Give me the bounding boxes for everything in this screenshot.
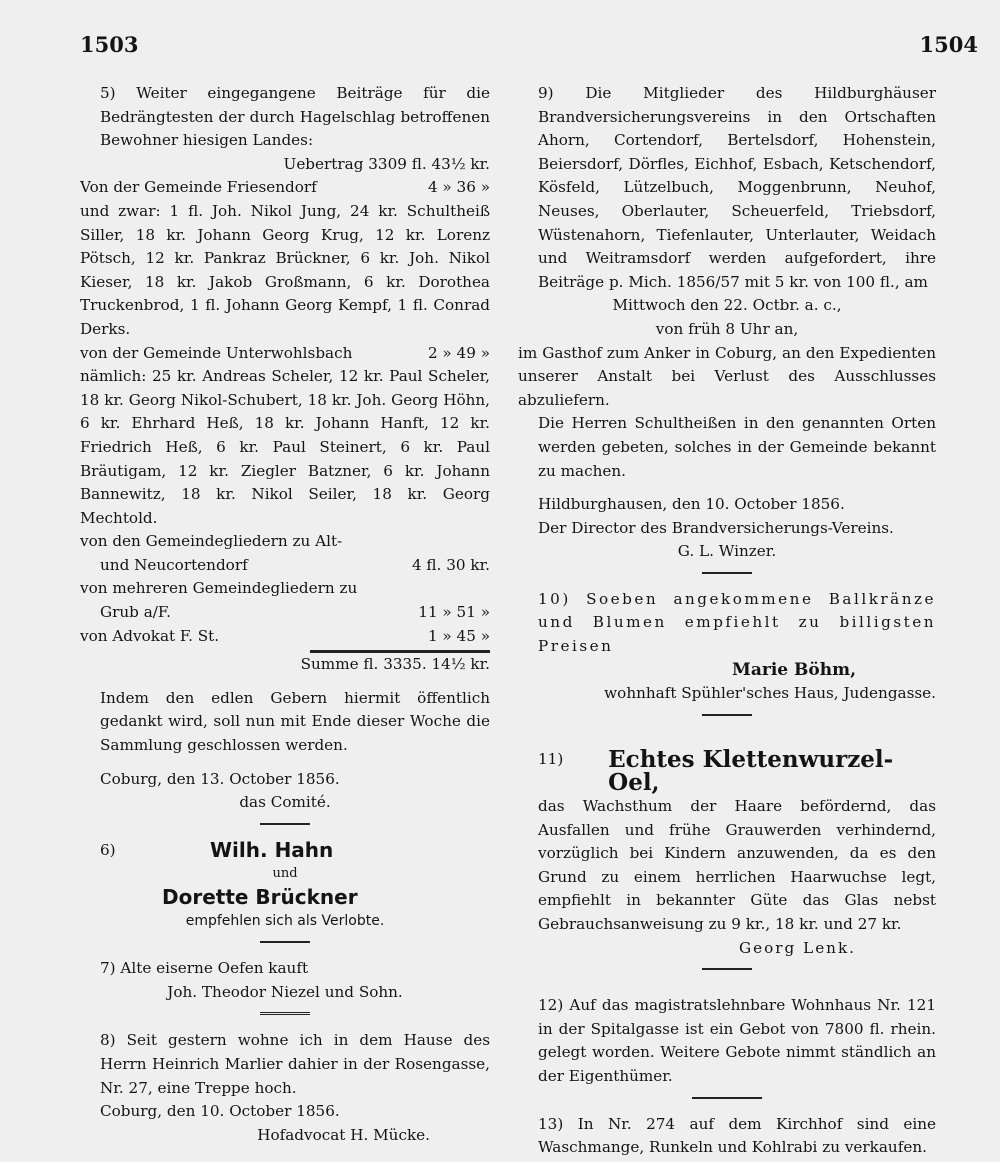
- notice-11: [518, 745, 936, 970]
- advokat-value: 1 » 45 »: [427, 626, 490, 645]
- notice-13: [518, 1113, 936, 1160]
- notice-9-request: Die Herren Schultheißen in den genannten Orten werden gebeten, solches in der Gemeinde bekannt zu machen.: [538, 414, 936, 480]
- notice-5-heading: 5) Weiter eingegangene Beiträge für die Bedrängtesten der durch Hagelschlag betroffenen Bewohner hiesigen Landes:: [100, 84, 490, 150]
- alt-neucortendorf-value: 4 fl. 30 kr.: [411, 555, 490, 574]
- separator-6: [260, 941, 310, 943]
- notice-6-name1: Wilh. Hahn: [210, 837, 334, 862]
- unterwohlsbach-value: 2 » 49 »: [427, 343, 490, 362]
- notice-8-text: 8) Seit gestern wohne ich in dem Hause des Herrn Heinrich Marlier dahier in der Rosengasse, Nr. 27, eine Treppe hoch.: [100, 1031, 490, 1097]
- separator-9: [702, 572, 752, 574]
- notice-9-signature: G. L. Winzer.: [677, 542, 777, 561]
- grub-line1: von mehreren Gemeindegliedern zu: [80, 579, 358, 598]
- notice-11-number: 11): [538, 749, 564, 768]
- notice-9-text: 9) Die Mitglieder des Hildburghäuser Brandversicherungsvereins in den Ortschaften Ahorn, Cortendorf, Bertelsdorf, Hohenstein, Beiersdorf, Dörfles, Eichhof, Esbach, Ketschendorf, Kösfeld, Lützelbuch, Moggenbrunn, Neuhof, Neuses, Oberlauter, Scheuerfeld, Triebsdorf, Wüstenahorn, Tiefenlauter, Unterlauter, Weidach und Weitramsdorf werden aufgefordert, ihre Beiträge p. Mich. 1856/57 mit 5 kr. von 100 fl., am: [538, 84, 936, 291]
- advokat-label: von Advokat F. St.: [80, 626, 220, 645]
- right-column: [518, 82, 936, 1160]
- page-number-left: 1503: [80, 32, 139, 57]
- unterwohlsbach-label: von der Gemeinde Unterwohlsbach: [80, 343, 353, 362]
- notice-6-number: 6): [100, 840, 116, 859]
- notice-9: [518, 82, 936, 574]
- grub-label: Grub a/F.: [100, 603, 171, 622]
- notice-8-signature: Hofadvocat H. Mücke.: [257, 1125, 430, 1144]
- notice-7-firm: Joh. Theodor Niezel und Sohn.: [167, 982, 403, 1001]
- separator-12: [692, 1097, 762, 1099]
- notice-10-text: 10) Soeben angekommene Ballkränze und Blumen empfiehlt zu billigsten Preisen: [538, 589, 936, 656]
- alt-neucortendorf-label: und Neucortendorf: [100, 555, 248, 574]
- notice-11-title-line: [518, 745, 936, 797]
- unterwohlsbach-detail: nämlich: 25 kr. Andreas Scheler, 12 kr. Paul Scheler, 18 kr. Georg Nikol-Schubert, 18 kr. Joh. Georg Höhn, 6 kr. Ehrhard Heß, 18 kr. Johann Hanft, 12 kr. Friedrich Heß, 6 kr. Paul Steinert, 6 kr. Paul Bräutigam, 12 kr. Ziegler Batzner, 6 kr. Johann Bannewitz, 18 kr. Nikol Seiler, 18 kr. Georg Mechtold.: [80, 367, 490, 527]
- summe-line: Summe fl. 3335. 14½ kr.: [300, 655, 490, 674]
- separator-7: [260, 1012, 310, 1015]
- notice-8: [80, 1029, 490, 1147]
- notice-8-date: Coburg, den 10. October 1856.: [100, 1102, 340, 1121]
- notice-10: [518, 588, 936, 716]
- uebertrag-line: Uebertrag 3309 fl. 43½ kr.: [283, 154, 490, 173]
- notice-9-when1: Mittwoch den 22. Octbr. a. c.,: [612, 296, 842, 315]
- notice-6: [80, 839, 490, 943]
- separator-11: [702, 968, 752, 970]
- alt-neucortendorf-line1: von den Gemeindegliedern zu Alt-: [80, 532, 343, 551]
- notice-11-signature: Georg Lenk.: [739, 938, 856, 957]
- thanks-text: Indem den edlen Gebern hiermit öffentlich gedankt wird, soll nun mit Ende dieser Woche die Sammlung geschlossen werden.: [100, 688, 490, 755]
- friesendorf-value: 4 » 36 »: [427, 178, 490, 197]
- notice-12: [518, 994, 936, 1098]
- notice-11-text: das Wachsthum der Haare befördernd, das Ausfallen und frühe Grauwerden verhindernd, vorzüglich bei Kindern anzuwenden, da es den Grund zu einem herrlichen Haarwuchse legt, empfiehlt in bekannter Güte das Glas nebst Gebrauchsanweisung zu 9 kr., 18 kr. und 27 kr.: [538, 797, 936, 933]
- notice-7-text: 7) Alte eiserne Oefen kauft: [100, 959, 309, 978]
- notice-13-text: 13) In Nr. 274 auf dem Kirchhof sind eine Waschmange, Runkeln und Kohlrabi zu verkaufen.: [538, 1114, 936, 1157]
- friesendorf-line: [80, 176, 490, 200]
- grub-line2: [80, 601, 490, 625]
- advokat-line: [80, 625, 490, 649]
- notice-5-date: Coburg, den 13. October 1856.: [100, 769, 340, 788]
- page-number-right: 1504: [919, 32, 978, 57]
- notice-12-text: 12) Auf das magistratslehnbare Wohnhaus Nr. 121 in der Spitalgasse ist ein Gebot von 7800 fl. rhein. gelegt worden. Weitere Gebote nimmt ständlich an der Eigenthümer.: [538, 996, 936, 1085]
- separator-10: [702, 714, 752, 716]
- notice-9-when2: von früh 8 Uhr an,: [655, 319, 799, 338]
- notice-9-director: Der Director des Brandversicherungs-Vereins.: [538, 518, 894, 537]
- notice-5: [80, 82, 490, 825]
- notice-5-signature: das Comité.: [239, 793, 331, 812]
- notice-6-und: und: [272, 866, 298, 882]
- notice-10-name: Marie Böhm,: [732, 659, 856, 680]
- notice-6-name1-line: [80, 839, 490, 863]
- friesendorf-label: Von der Gemeinde Friesendorf: [80, 178, 317, 197]
- notice-9-where: im Gasthof zum Anker in Coburg, an den Expedienten unserer Anstalt bei Verlust des Ausschlusses abzuliefern.: [518, 343, 936, 409]
- notice-7: [80, 957, 490, 1015]
- notice-6-name2: Dorette Brückner: [162, 885, 358, 909]
- friesendorf-detail: und zwar: 1 fl. Joh. Nikol Jung, 24 kr. Schultheiß Siller, 18 kr. Johann Georg Krug, 12 kr. Lorenz Pötsch, 12 kr. Pankraz Brückner, 6 kr. Joh. Nikol Kieser, 18 kr. Jakob Großmann, 6 kr. Dorothea Truckenbrod, 1 fl. Johann Georg Kempf, 1 fl. Conrad Derks.: [80, 201, 490, 338]
- notice-10-address: wohnhaft Spühler'sches Haus, Judengasse.: [604, 684, 936, 703]
- alt-neucortendorf-line2: [80, 554, 490, 578]
- unterwohlsbach-line: [80, 342, 490, 366]
- notice-6-text: empfehlen sich als Verlobte.: [185, 912, 385, 929]
- grub-value: 11 » 51 »: [418, 603, 490, 622]
- notice-11-title: Echtes Klettenwurzel-Oel,: [608, 745, 894, 797]
- left-column: [80, 82, 490, 1147]
- notice-9-date: Hildburghausen, den 10. October 1856.: [538, 495, 845, 514]
- separator-5: [260, 823, 310, 825]
